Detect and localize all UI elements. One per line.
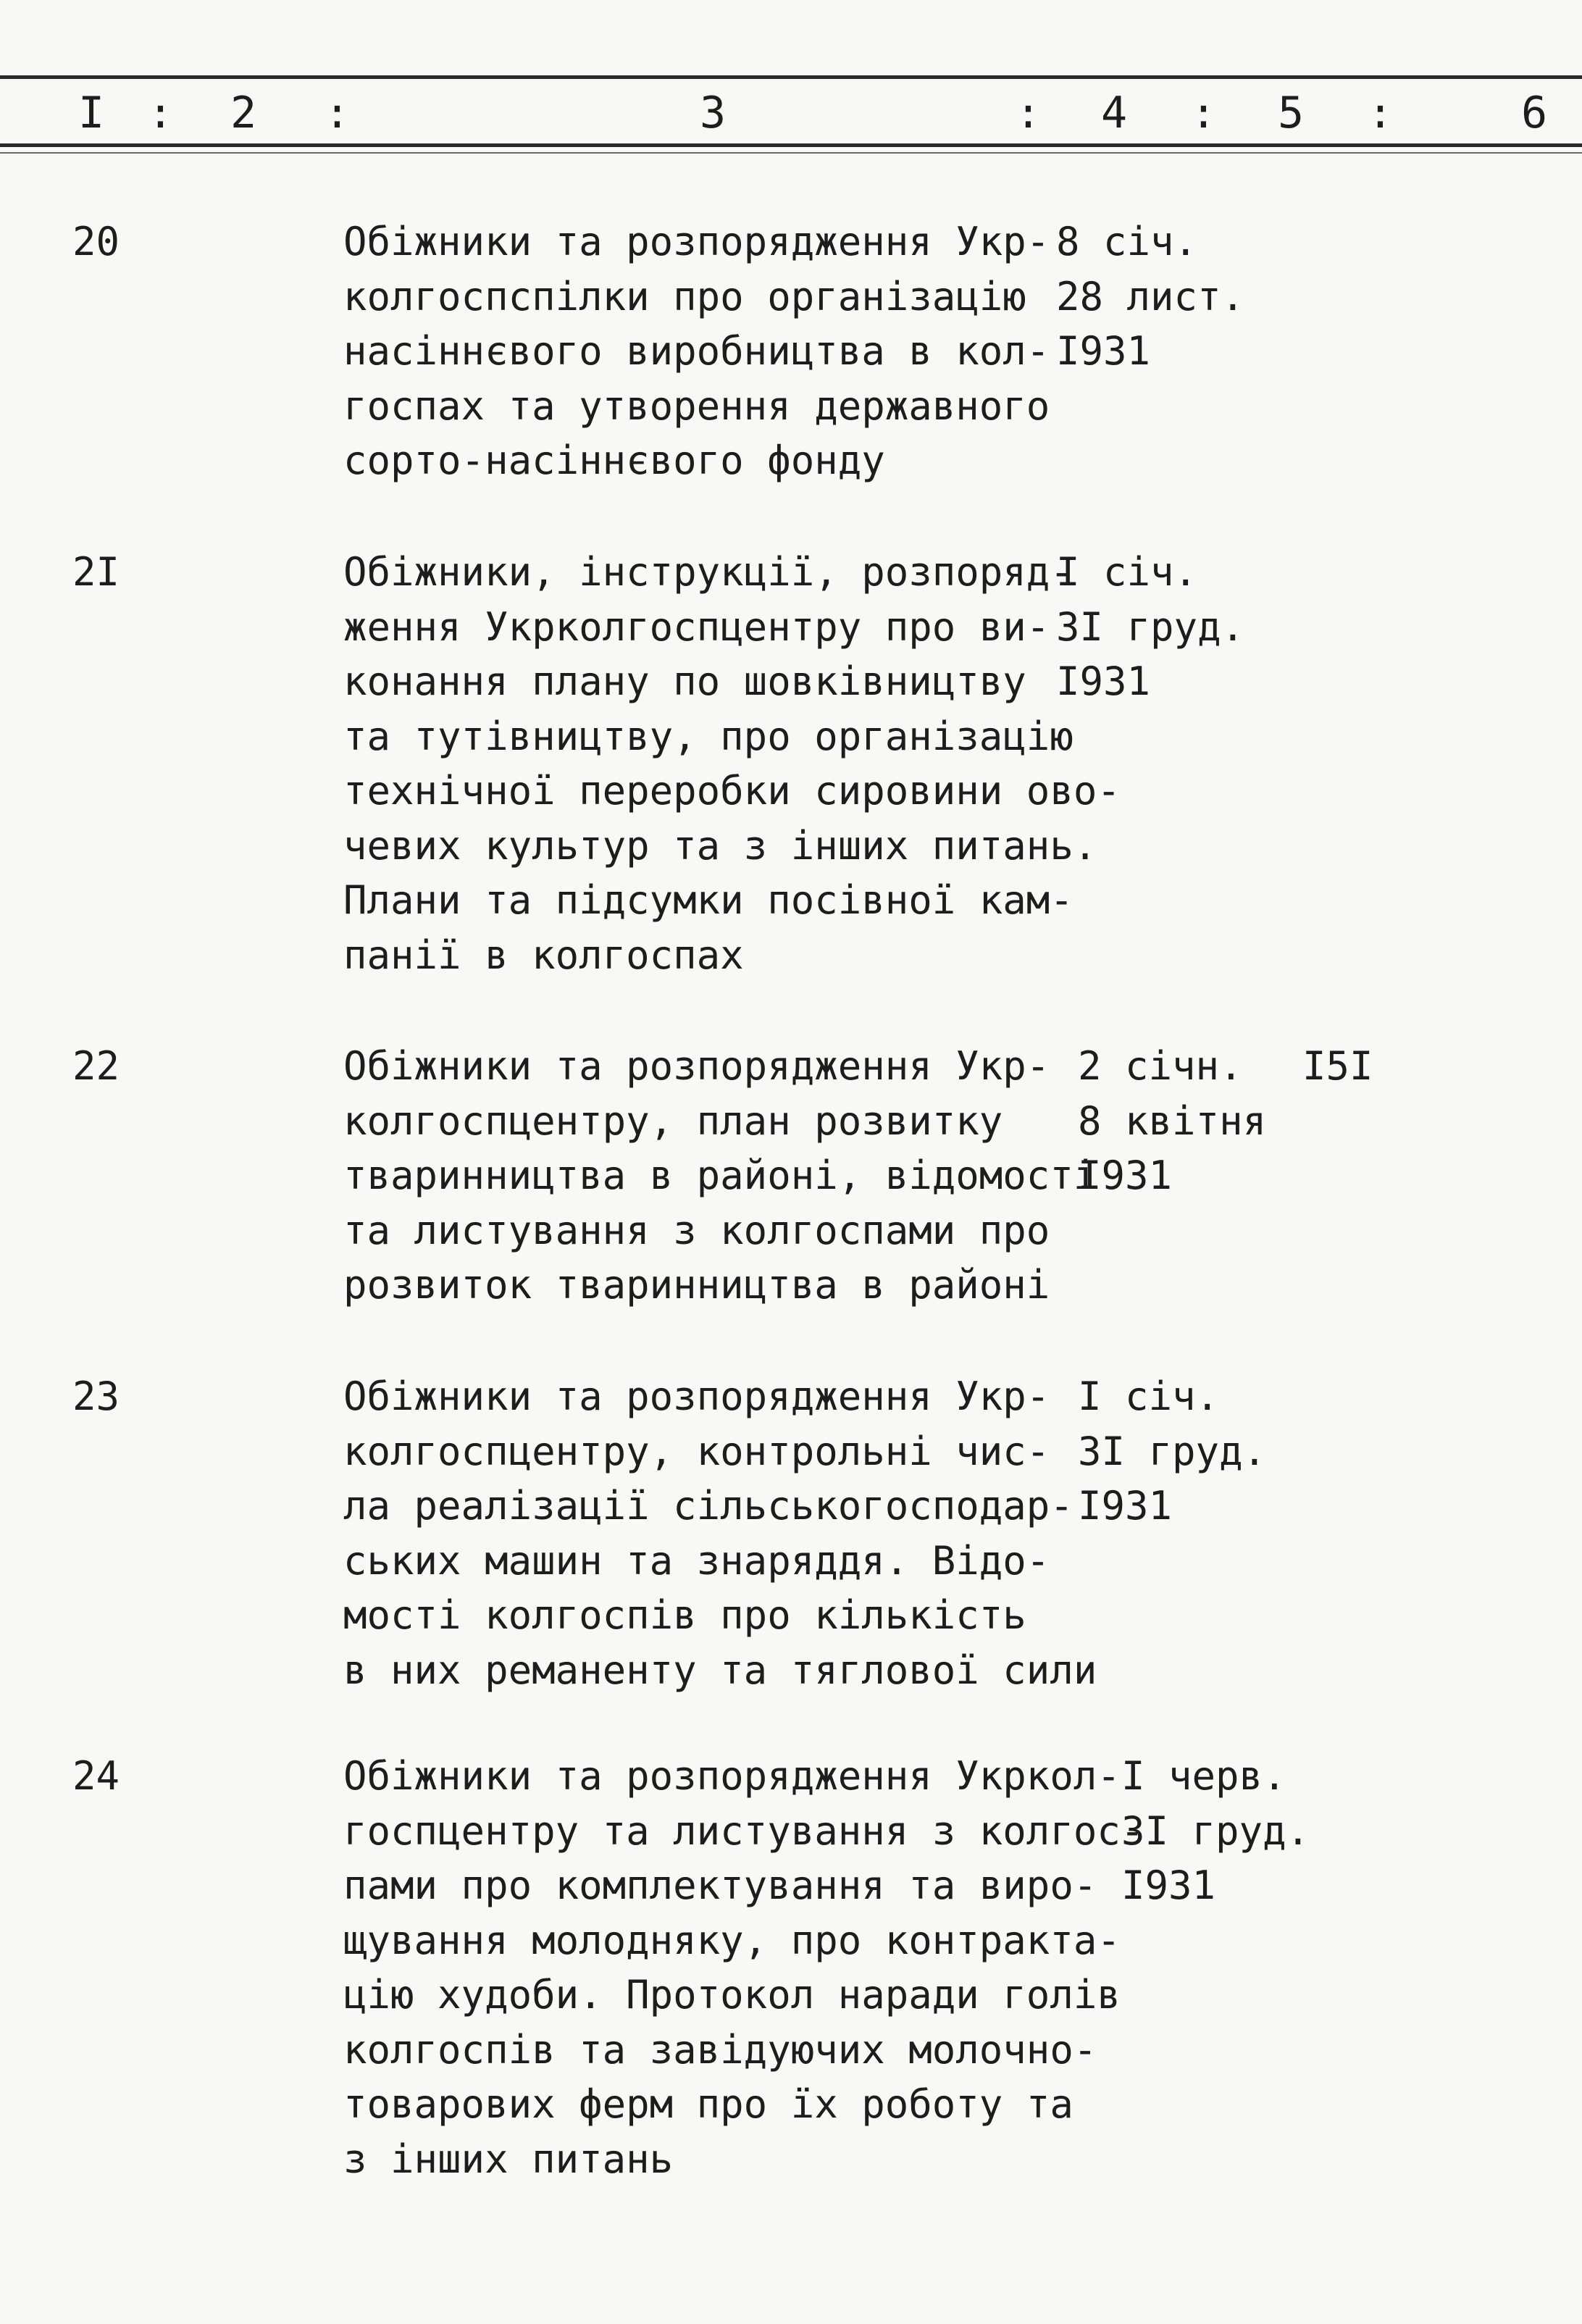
- description-line: та тутівництву, про організацію: [343, 713, 1074, 759]
- description-line: Обіжники, інструкції, розпоряд-: [343, 549, 1074, 595]
- entry-dates: [1078, 1039, 1266, 1203]
- entry-number: 24: [72, 1753, 120, 1799]
- date-start: 8 січ.: [1056, 219, 1198, 264]
- description-line: Обіжники та розпорядження Укркол-: [343, 1753, 1121, 1799]
- description-line: Обіжники та розпорядження Укр-: [343, 219, 1050, 264]
- date-end: 3I груд.: [1056, 603, 1245, 650]
- description-line: Плани та підсумки посівної кам-: [343, 877, 1074, 923]
- description-line: тваринництва в районі, відомості: [343, 1153, 1097, 1198]
- entry-description: [343, 214, 1097, 488]
- date-year: I931: [1121, 1863, 1216, 1908]
- date-year: I931: [1056, 659, 1151, 704]
- column-header-row: [0, 84, 1582, 142]
- description-line: госпцентру та листування з колгос-: [343, 1807, 1144, 1854]
- description-line: сорто-насіннєвого фонду: [343, 438, 885, 483]
- description-line: госпах та утворення державного: [343, 383, 1050, 429]
- column-header-2: 2: [230, 88, 257, 138]
- entry-dates: [1078, 1369, 1266, 1534]
- column-separator: :: [1191, 88, 1216, 138]
- column-header-3: 3: [700, 88, 727, 138]
- entry-dates: [1056, 545, 1244, 709]
- date-end: 3I груд.: [1078, 1428, 1267, 1474]
- description-line: ських машин та знаряддя. Відо-: [343, 1537, 1050, 1584]
- description-line: чевих культур та з інших питань.: [343, 822, 1097, 869]
- entry-dates: [1056, 214, 1244, 379]
- header-bottom-rule: [0, 143, 1582, 147]
- description-line: цію худоби. Протокол наради голів: [343, 1972, 1121, 2018]
- header-top-rule: [0, 75, 1582, 79]
- date-year: I931: [1056, 328, 1151, 374]
- description-line: колгоспцентру, план розвитку: [343, 1098, 1003, 1144]
- date-start: I черв.: [1121, 1753, 1286, 1799]
- column-separator: :: [325, 88, 350, 138]
- sheet-count: I5I: [1302, 1043, 1373, 1089]
- column-separator: :: [148, 88, 173, 138]
- description-line: панії в колгоспах: [343, 932, 744, 978]
- date-end: 8 квітня: [1078, 1098, 1267, 1144]
- entry-description: [343, 1749, 1144, 2186]
- date-start: I січ.: [1056, 549, 1198, 595]
- column-separator: :: [1368, 88, 1393, 138]
- entry-description: [343, 1039, 1097, 1313]
- date-start: 2 січн.: [1078, 1043, 1243, 1089]
- description-line: колгоспів та завідуючих молочно-: [343, 2026, 1097, 2073]
- column-header-6: 6: [1521, 88, 1548, 138]
- column-header-1: I: [78, 88, 105, 138]
- entry-number: 20: [72, 219, 120, 264]
- entry-number: 22: [72, 1043, 120, 1089]
- description-line: колгоспспілки про організацію: [343, 273, 1026, 319]
- header-bottom-rule-thin: [0, 152, 1582, 154]
- description-line: Обіжники та розпорядження Укр-: [343, 1043, 1050, 1089]
- date-year: I931: [1078, 1483, 1173, 1529]
- description-line: в них реманенту та тяглової сили: [343, 1647, 1097, 1693]
- date-end: 3I груд.: [1121, 1807, 1310, 1854]
- date-start: I січ.: [1078, 1374, 1220, 1419]
- description-line: насіннєвого виробництва в кол-: [343, 328, 1050, 374]
- description-line: технічної переробки сировини ово-: [343, 768, 1121, 814]
- description-line: щування молодняку, про контракта-: [343, 1917, 1121, 1963]
- description-line: мості колгоспів про кількість: [343, 1592, 1026, 1638]
- column-header-5: 5: [1278, 88, 1305, 138]
- date-end: 28 лист.: [1056, 273, 1245, 319]
- entry-dates: [1121, 1749, 1310, 1913]
- description-line: ження Укрколгоспцентру про ви-: [343, 603, 1050, 650]
- description-line: пами про комплектування та виро-: [343, 1863, 1097, 1908]
- description-line: конання плану по шовківництву: [343, 659, 1026, 704]
- column-separator: :: [1016, 88, 1041, 138]
- description-line: та листування з колгоспами про: [343, 1207, 1050, 1253]
- description-line: колгоспцентру, контрольні чис-: [343, 1428, 1050, 1474]
- description-line: з інших питань: [343, 2136, 674, 2182]
- date-year: I931: [1078, 1153, 1173, 1198]
- description-line: розвиток тваринництва в районі: [343, 1262, 1050, 1308]
- description-line: Обіжники та розпорядження Укр-: [343, 1374, 1050, 1419]
- description-line: товарових ферм про їх роботу та: [343, 2081, 1074, 2127]
- entry-number: 23: [72, 1374, 120, 1419]
- column-header-4: 4: [1101, 88, 1128, 138]
- entry-number: 2I: [72, 549, 120, 595]
- description-line: ла реалізації сільськогосподар-: [343, 1483, 1074, 1529]
- entry-description: [343, 1369, 1097, 1697]
